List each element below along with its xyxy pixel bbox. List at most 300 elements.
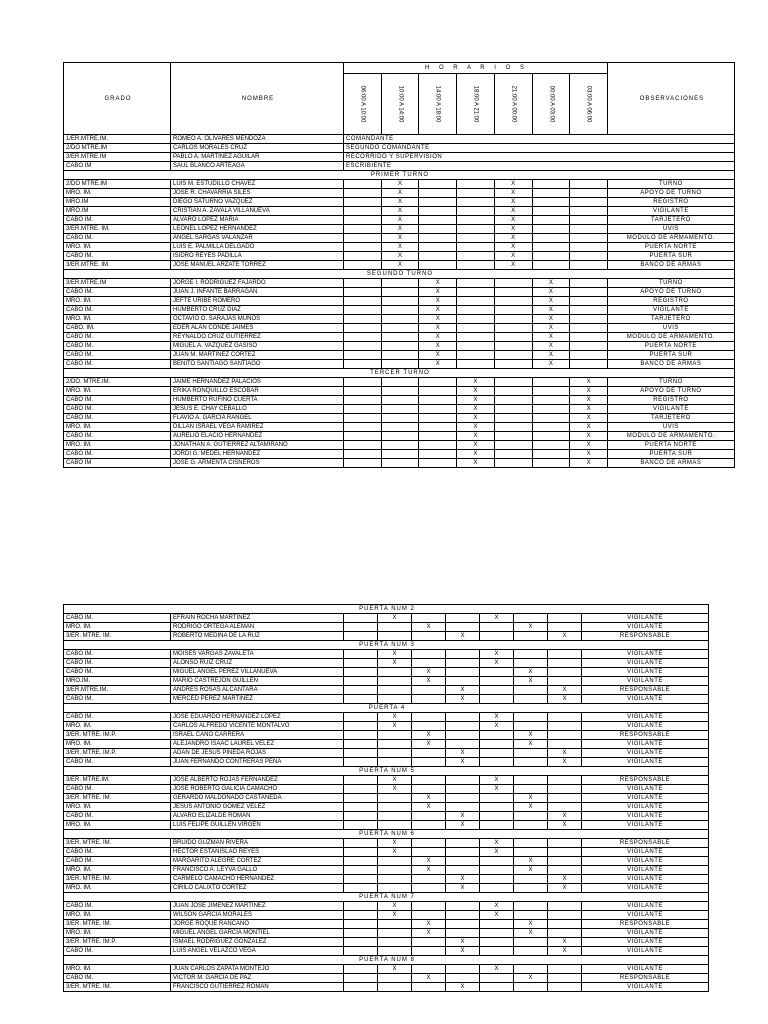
slot-cell: X <box>480 785 514 794</box>
nombre-cell: MIGUEL A. VAZQUEZ GASISO <box>171 342 344 351</box>
slot-cell: X <box>480 839 514 848</box>
slot-cell: X <box>412 740 446 749</box>
slot-cell <box>548 911 582 920</box>
slot-cell <box>344 198 382 207</box>
observacion-cell: APOYO DE TURNO <box>607 387 734 396</box>
slot-cell: X <box>457 396 495 405</box>
slot-cell <box>344 938 378 947</box>
slot-cell: X <box>446 812 480 821</box>
slot-cell: X <box>412 731 446 740</box>
observacion-cell: PUERTA NORTE <box>607 243 734 252</box>
slot-header: 03:00 A 06:00 <box>570 74 608 135</box>
slot-cell <box>344 243 382 252</box>
slot-cell <box>344 911 378 920</box>
observacion-cell: RESPONSABLE <box>582 632 709 641</box>
grado-cell: MRO. IM. <box>64 929 171 938</box>
slot-cell <box>480 974 514 983</box>
slot-cell <box>344 776 378 785</box>
slot-cell <box>480 947 514 956</box>
slot-cell <box>494 306 532 315</box>
table-row <box>64 650 709 659</box>
role-cell: SEGUNDO COMANDANTE <box>344 144 735 153</box>
observacion-cell: VIGILANTE <box>582 821 709 830</box>
slot-cell: X <box>419 315 457 324</box>
slot-cell <box>457 261 495 270</box>
nombre-cell: JUAN JOSE JIMENEZ MARTINEZ <box>171 902 344 911</box>
slot-cell <box>480 740 514 749</box>
nombre-cell: ROMEO A. OLIVARES MENDOZA <box>171 135 344 144</box>
slot-cell <box>446 740 480 749</box>
nombre-cell: ALEJANDRO ISAAC LAUREL VELEZ <box>171 740 344 749</box>
table-row <box>64 911 709 920</box>
slot-cell <box>494 432 532 441</box>
nombre-cell: GERARDO MALDONADO CASTAÑEDA <box>171 794 344 803</box>
nombre-cell: ISIDRO REYES PADILLA <box>171 252 344 261</box>
slot-cell <box>570 351 608 360</box>
section-row <box>64 270 735 279</box>
slot-cell <box>344 279 382 288</box>
slot-cell <box>378 668 412 677</box>
slot-cell <box>446 623 480 632</box>
table-row <box>64 225 735 234</box>
role-cell: COMANDANTE <box>344 135 735 144</box>
grado-cell: CABO IM. <box>64 695 171 704</box>
slot-cell <box>381 351 419 360</box>
slot-cell <box>378 974 412 983</box>
nombre-cell: FRANCISCO GUTIERREZ ROMAN <box>171 983 344 992</box>
slot-cell: X <box>480 650 514 659</box>
slot-cell: X <box>419 333 457 342</box>
grado-cell: MRO. IM. <box>64 866 171 875</box>
observacion-cell: VIGILANTE <box>582 785 709 794</box>
slot-cell <box>548 677 582 686</box>
grado-cell: 3/ER. MTRE. IM.P. <box>64 749 171 758</box>
nombre-cell: HUMBERTO CRUZ DIAZ <box>171 306 344 315</box>
nombre-cell: ALVARO ELIZALDE ROMAN <box>171 812 344 821</box>
table-row <box>64 821 709 830</box>
grado-cell: MRO. IM. <box>64 315 171 324</box>
section-title: PUERTA NUM 2 <box>64 605 709 614</box>
slot-cell <box>548 614 582 623</box>
slot-cell <box>514 812 548 821</box>
table-row <box>64 929 709 938</box>
slot-cell <box>514 839 548 848</box>
slot-cell <box>412 650 446 659</box>
observacion-cell: BANCO DE ARMAS <box>607 360 734 369</box>
slot-cell: X <box>419 297 457 306</box>
observacion-cell: PUERTA SUR <box>607 252 734 261</box>
table-row <box>64 414 735 423</box>
observacion-cell: TARJETERO <box>607 216 734 225</box>
slot-cell: X <box>514 929 548 938</box>
table-row <box>64 324 735 333</box>
grado-cell: 1/ER.MTRE.IM. <box>64 135 171 144</box>
slot-cell <box>344 396 382 405</box>
section-title: PUERTA 4 <box>64 704 709 713</box>
slot-cell <box>446 974 480 983</box>
slot-cell: X <box>378 911 412 920</box>
slot-cell <box>412 686 446 695</box>
slot-cell: X <box>419 279 457 288</box>
slot-cell: X <box>570 450 608 459</box>
slot-cell: X <box>532 315 570 324</box>
slot-cell <box>514 695 548 704</box>
nombre-cell: ADAN DE JESUS PINEDA ROJAS <box>171 749 344 758</box>
slot-cell <box>412 938 446 947</box>
command-row <box>64 153 735 162</box>
slot-cell <box>344 884 378 893</box>
slot-cell <box>548 857 582 866</box>
slot-cell <box>344 650 378 659</box>
grado-cell: 3/ER. MTRE. IM. <box>64 875 171 884</box>
slot-cell: X <box>419 351 457 360</box>
nombre-cell: MARIO CASTREJON GUILLEN <box>171 677 344 686</box>
section-row <box>64 641 709 650</box>
slot-cell <box>494 378 532 387</box>
slot-cell <box>548 920 582 929</box>
grado-cell: MRO. IM. <box>64 189 171 198</box>
slot-cell: X <box>532 360 570 369</box>
table-row <box>64 803 709 812</box>
observacion-cell: UVIS <box>607 423 734 432</box>
slot-cell <box>494 360 532 369</box>
observacion-cell: RESPONSABLE <box>582 731 709 740</box>
slot-cell <box>548 731 582 740</box>
slot-cell <box>548 848 582 857</box>
observacion-cell: VIGILANTE <box>582 875 709 884</box>
slot-cell <box>412 983 446 992</box>
section-title: PUERTA NUM 8 <box>64 956 709 965</box>
slot-cell <box>378 695 412 704</box>
grado-cell: CABO IM. <box>64 947 171 956</box>
slot-cell: X <box>381 207 419 216</box>
slot-cell <box>419 234 457 243</box>
nombre-cell: PABLO A. MARTINEZ AGUILAR <box>171 153 344 162</box>
slot-cell <box>446 785 480 794</box>
slot-cell <box>419 243 457 252</box>
table-row <box>64 423 735 432</box>
slot-cell <box>344 866 378 875</box>
slot-cell <box>378 947 412 956</box>
table-row <box>64 920 709 929</box>
section-title: PRIMER TURNO <box>64 171 735 180</box>
slot-cell <box>378 929 412 938</box>
gates-body <box>64 605 709 992</box>
table-row <box>64 614 709 623</box>
slot-cell: X <box>494 180 532 189</box>
slot-cell: X <box>494 225 532 234</box>
grado-cell: CABO IM. <box>64 785 171 794</box>
slot-cell <box>344 695 378 704</box>
slot-cell <box>570 198 608 207</box>
table-row <box>64 866 709 875</box>
slot-cell: X <box>378 776 412 785</box>
observacion-cell: VIGILANTE <box>582 812 709 821</box>
nombre-cell: JAIME HERNANDEZ PALACIOS <box>171 378 344 387</box>
grado-cell: MRO. IM. <box>64 297 171 306</box>
grado-cell: MRO.IM <box>64 207 171 216</box>
slot-cell <box>378 749 412 758</box>
slot-cell <box>344 234 382 243</box>
slot-cell <box>548 740 582 749</box>
observacion-cell: VIGILANTE <box>582 983 709 992</box>
slot-cell: X <box>457 450 495 459</box>
slot-cell <box>378 686 412 695</box>
observacion-cell: APOYO DE TURNO <box>607 189 734 198</box>
slot-cell: X <box>532 351 570 360</box>
table-row <box>64 207 735 216</box>
slot-cell: X <box>480 614 514 623</box>
slot-cell <box>494 279 532 288</box>
nombre-cell: CARLOS ALFREDO VICENTE MONTALVO <box>171 722 344 731</box>
nombre-cell: JUAN CARLOS ZAPATA MONTEJO <box>171 965 344 974</box>
observacion-cell: VIGILANTE <box>582 740 709 749</box>
grado-cell: MRO. IM. <box>64 965 171 974</box>
slot-cell: X <box>570 378 608 387</box>
slot-cell: X <box>457 414 495 423</box>
slot-cell <box>378 983 412 992</box>
table-row <box>64 740 709 749</box>
slot-cell <box>378 623 412 632</box>
slot-cell <box>457 324 495 333</box>
slot-cell <box>548 902 582 911</box>
slot-cell: X <box>412 920 446 929</box>
slot-cell <box>494 351 532 360</box>
observacion-cell: VIGILANTE <box>582 911 709 920</box>
slot-cell <box>412 965 446 974</box>
slot-cell <box>446 803 480 812</box>
grado-cell: CABO IM. <box>64 812 171 821</box>
nombre-cell: ANGEL SARGAS VALANZAR <box>171 234 344 243</box>
slot-cell <box>514 911 548 920</box>
slot-cell <box>446 668 480 677</box>
slot-cell <box>532 396 570 405</box>
slot-cell: X <box>494 243 532 252</box>
slot-cell <box>412 812 446 821</box>
table-row <box>64 632 709 641</box>
nombre-cell: MOISES VARGAS ZAVALETA <box>171 650 344 659</box>
slot-cell: X <box>480 911 514 920</box>
table-row <box>64 198 735 207</box>
nombre-cell: JEFTE URIBE ROMERO <box>171 297 344 306</box>
grado-cell: CABO IM <box>64 162 171 171</box>
grado-cell: CABO IM. <box>64 902 171 911</box>
slot-cell <box>419 432 457 441</box>
nombre-cell: FLAVIO A. GARCIA RANGEL <box>171 414 344 423</box>
slot-header: 06:00 A 10:00 <box>344 74 382 135</box>
table-row <box>64 722 709 731</box>
observacion-cell: UVIS <box>607 225 734 234</box>
grado-cell: MRO. IM. <box>64 243 171 252</box>
slot-cell <box>344 947 378 956</box>
section-title: SEGUNDO TURNO <box>64 270 735 279</box>
observacion-cell: RESPONSABLE <box>582 686 709 695</box>
table-row <box>64 857 709 866</box>
nombre-cell: CRISTIAN A. ZAVALA VILLANUEVA <box>171 207 344 216</box>
slot-cell <box>548 623 582 632</box>
slot-cell <box>381 360 419 369</box>
grado-cell: MRO. IM. <box>64 821 171 830</box>
slot-cell: X <box>412 857 446 866</box>
slot-cell <box>570 288 608 297</box>
table-row <box>64 875 709 884</box>
grado-cell: CABO IM. <box>64 848 171 857</box>
slot-cell <box>419 423 457 432</box>
grado-header: GRADO <box>64 63 171 135</box>
slot-cell <box>419 450 457 459</box>
slot-cell: X <box>570 459 608 468</box>
slot-cell <box>378 731 412 740</box>
section-row <box>64 605 709 614</box>
slot-cell: X <box>381 216 419 225</box>
slot-cell <box>514 650 548 659</box>
slot-cell <box>480 632 514 641</box>
slot-cell <box>344 920 378 929</box>
slot-cell <box>480 821 514 830</box>
table-row <box>64 243 735 252</box>
table-row <box>64 677 709 686</box>
observacion-cell: RESPONSABLE <box>582 974 709 983</box>
slot-cell <box>446 614 480 623</box>
observacion-cell: VIGILANTE <box>607 405 734 414</box>
nombre-cell: ERIKA RONQUILLO ESCOBAR <box>171 387 344 396</box>
slot-cell: X <box>381 198 419 207</box>
observacion-cell: VIGILANTE <box>582 794 709 803</box>
slot-cell <box>548 983 582 992</box>
section-row <box>64 171 735 180</box>
slot-cell <box>344 351 382 360</box>
section-title: PUERTA NUM 6 <box>64 830 709 839</box>
grado-cell: CABO IM. <box>64 713 171 722</box>
slot-cell <box>344 333 382 342</box>
slot-cell <box>344 387 382 396</box>
slot-cell: X <box>514 974 548 983</box>
slot-cell <box>457 360 495 369</box>
slot-cell <box>344 758 378 767</box>
observacion-cell: TURNO <box>607 180 734 189</box>
slot-cell <box>494 405 532 414</box>
table-row <box>64 180 735 189</box>
slot-cell: X <box>548 632 582 641</box>
slot-cell: X <box>532 324 570 333</box>
slot-cell: X <box>548 749 582 758</box>
slot-cell <box>381 387 419 396</box>
observacion-cell: TURNO <box>607 279 734 288</box>
roster-body <box>64 135 735 468</box>
slot-cell: X <box>548 686 582 695</box>
nombre-cell: JUAN M. MARTINEZ CORTEZ <box>171 351 344 360</box>
slot-cell <box>344 848 378 857</box>
slot-cell <box>457 216 495 225</box>
table-row <box>64 686 709 695</box>
slot-cell <box>344 821 378 830</box>
slot-cell <box>548 785 582 794</box>
observacion-cell: VIGILANTE <box>607 207 734 216</box>
slot-cell <box>570 234 608 243</box>
slot-cell <box>412 884 446 893</box>
observacion-cell: VIGILANTE <box>582 965 709 974</box>
slot-cell <box>344 432 382 441</box>
slot-cell <box>514 821 548 830</box>
slot-cell <box>378 803 412 812</box>
slot-cell <box>344 965 378 974</box>
nombre-cell: EFRAIN ROCHA MARTINEZ <box>171 614 344 623</box>
slot-cell <box>419 459 457 468</box>
slot-cell <box>457 279 495 288</box>
slot-cell <box>532 225 570 234</box>
guard-roster-table <box>63 62 735 468</box>
slot-cell: X <box>514 677 548 686</box>
slot-cell <box>514 875 548 884</box>
slot-cell <box>446 659 480 668</box>
section-row <box>64 369 735 378</box>
slot-cell: X <box>446 632 480 641</box>
slot-cell <box>494 333 532 342</box>
slot-cell <box>419 414 457 423</box>
slot-cell <box>570 306 608 315</box>
slot-cell: X <box>381 225 419 234</box>
slot-cell: X <box>480 902 514 911</box>
slot-cell <box>457 351 495 360</box>
slot-cell <box>532 387 570 396</box>
grado-cell: CABO IM. <box>64 414 171 423</box>
table-row <box>64 306 735 315</box>
nombre-cell: HECTOR ESTANISLAO REYES <box>171 848 344 857</box>
slot-cell <box>514 722 548 731</box>
grado-cell: MRO. IM. <box>64 722 171 731</box>
slot-cell: X <box>457 441 495 450</box>
table-row <box>64 441 735 450</box>
grado-cell: MRO. IM. <box>64 623 171 632</box>
section-row <box>64 767 709 776</box>
slot-cell: X <box>412 794 446 803</box>
slot-cell <box>446 929 480 938</box>
slot-cell <box>446 866 480 875</box>
slot-cell: X <box>532 288 570 297</box>
slot-cell <box>446 677 480 686</box>
slot-cell <box>412 614 446 623</box>
nombre-cell: JOSE ROBERTO GALICIA CAMACHO <box>171 785 344 794</box>
slot-cell: X <box>514 731 548 740</box>
slot-cell <box>494 459 532 468</box>
slot-cell: X <box>446 686 480 695</box>
slot-cell: X <box>548 758 582 767</box>
observacion-cell: VIGILANTE <box>582 614 709 623</box>
slot-cell: X <box>446 947 480 956</box>
table-row <box>64 189 735 198</box>
slot-cell <box>344 875 378 884</box>
slot-cell <box>480 983 514 992</box>
slot-cell <box>378 758 412 767</box>
slot-cell <box>381 288 419 297</box>
observacion-cell: VIGILANTE <box>607 306 734 315</box>
slot-cell: X <box>480 848 514 857</box>
slot-cell <box>548 668 582 677</box>
observacion-cell: RESPONSABLE <box>582 839 709 848</box>
slot-cell <box>480 866 514 875</box>
slot-cell <box>344 441 382 450</box>
slot-cell <box>480 731 514 740</box>
slot-cell <box>480 686 514 695</box>
slot-cell <box>381 324 419 333</box>
observacion-cell: TURNO <box>607 378 734 387</box>
grado-cell: CABO IM. <box>64 758 171 767</box>
table-row <box>64 342 735 351</box>
slot-cell <box>419 441 457 450</box>
slot-cell <box>419 189 457 198</box>
nombre-cell: JORGE I. RODRIGUEZ FAJARDO <box>171 279 344 288</box>
table-row <box>64 776 709 785</box>
